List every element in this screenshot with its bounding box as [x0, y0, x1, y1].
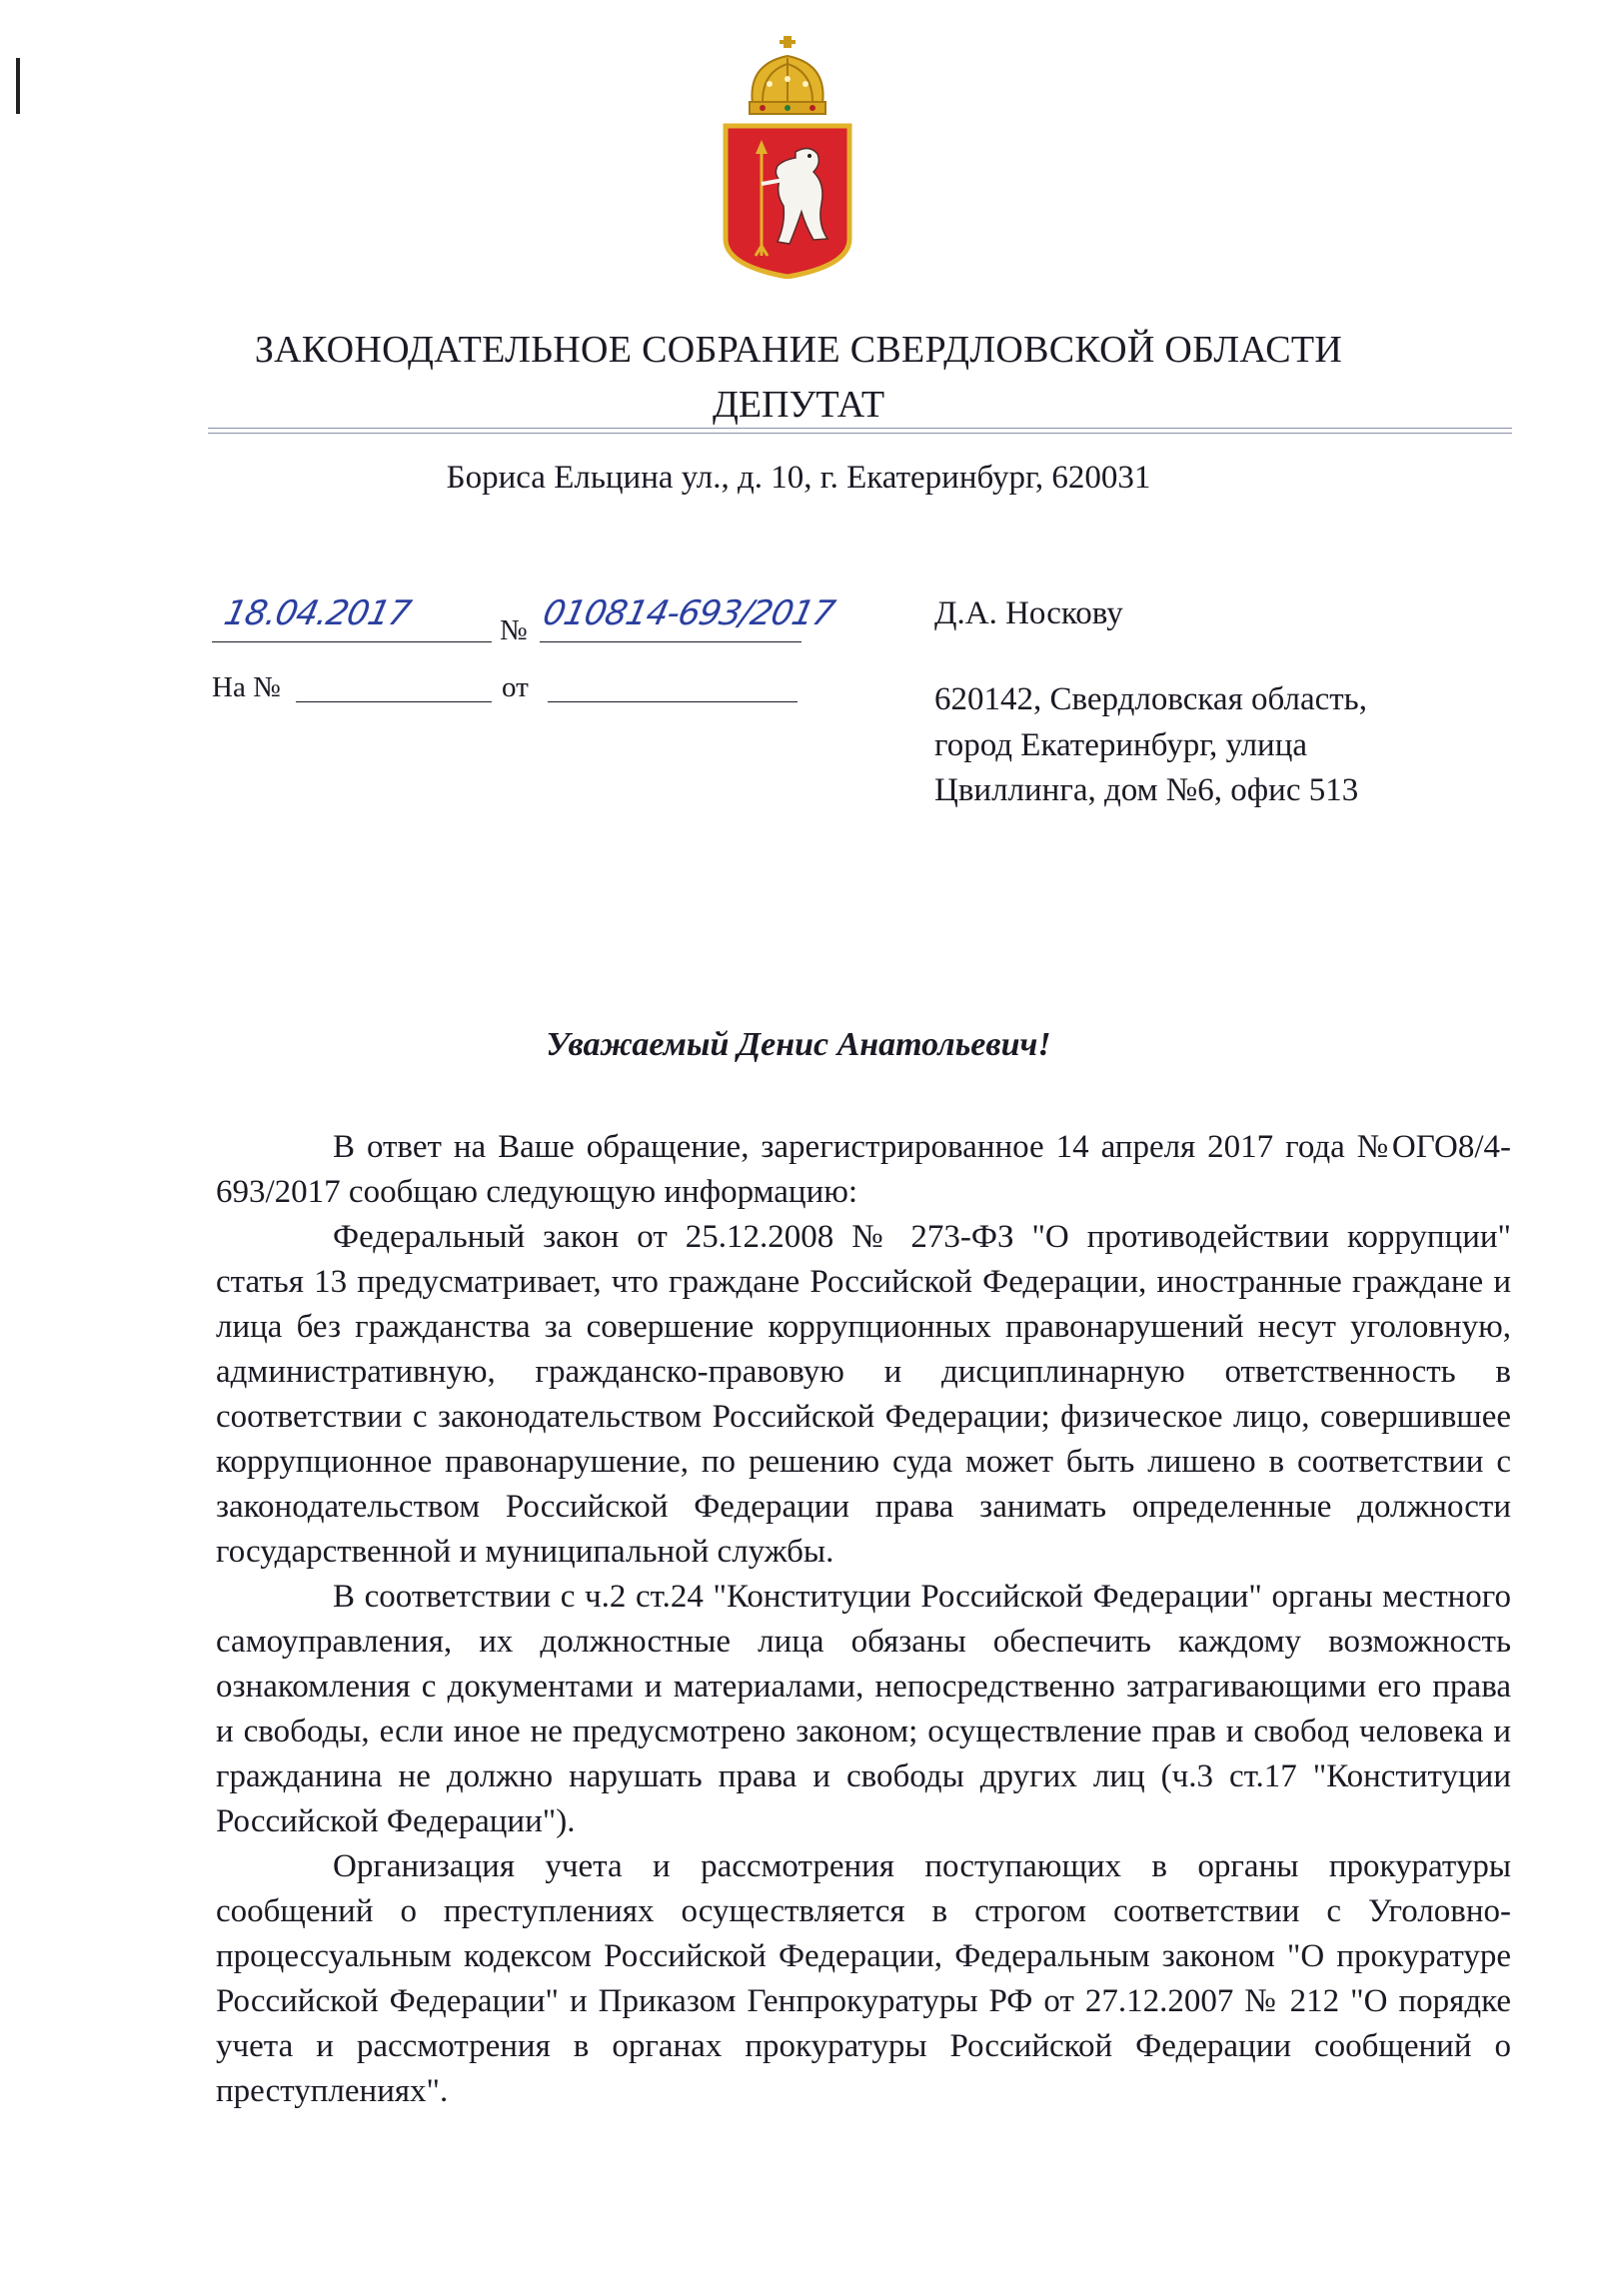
recipient-address-line-1: 620142, Свердловская область,	[934, 681, 1367, 717]
coat-of-arms-icon	[718, 34, 857, 279]
body-paragraph-2: Федеральный закон от 25.12.2008 № 273-ФЗ "О противодействии коррупции" статья 13 предусматривает, что граждане Российской Федерации, иностранные граждане и лица без гражданства за совершение коррупционных правонарушений несут уголовную, административную, гражданско-правовую и дисциплинарную ответственность в соответствии с законодательством Российской Федерации; физическое лицо, совершившее коррупционное правонарушение, по решению суда может быть лишено в соответствии с законодательством Российской Федерации права занимать определенные должности государственной и муниципальной службы.	[216, 1219, 1511, 1570]
scan-edge-mark	[16, 58, 20, 114]
recipient-address-line-2: город Екатеринбург, улица	[934, 727, 1308, 763]
sender-address: Бориса Ельцина ул., д. 10, г. Екатеринбург, 620031	[446, 460, 1151, 496]
letter-body	[216, 1125, 1511, 2114]
handwritten-number: 010814-693/2017	[539, 593, 838, 633]
from-label: от	[502, 671, 529, 703]
handwritten-date: 18.04.2017	[220, 593, 414, 633]
body-paragraph-3: В соответствии с ч.2 ст.24 "Конституции Российской Федерации" органы местного самоуправления, их должностные лица обязаны обеспечить каждому возможность ознакомления с документами и материалами, непосредственно затрагивающими его права и свободы, если иное не предусмотрено законом; осуществление прав и свобод человека и гражданина не должно нарушать права и свободы других лиц (ч.3 ст.17 "Конституции Российской Федерации").	[216, 1579, 1511, 1839]
recipient-address-line-3: Цвиллинга, дом №6, офис 513	[934, 772, 1359, 808]
body-paragraph-1: В ответ на Ваше обращение, зарегистрированное 14 апреля 2017 года №ОГО8/4-693/2017 сообщаю следующую информацию:	[216, 1129, 1511, 1210]
salutation: Уважаемый Денис Анатольевич!	[546, 1026, 1051, 1063]
organization-title: ЗАКОНОДАТЕЛЬНОЕ СОБРАНИЕ СВЕРДЛОВСКОЙ ОБЛАСТИ	[254, 329, 1343, 371]
date-underline	[212, 641, 492, 642]
recipient-name: Д.А. Носкову	[934, 595, 1123, 631]
header-divider	[208, 428, 1512, 434]
position-title: ДЕПУТАТ	[712, 384, 885, 426]
in-reply-underline	[296, 701, 492, 702]
number-label: №	[500, 614, 528, 646]
body-paragraph-4: Организация учета и рассмотрения поступающих в органы прокуратуры сообщений о преступлениях осуществляется в строгом соответствии с Уголовно-процессуальным кодексом Российской Федерации, Федеральным законом "О прокуратуре Российской Федерации" и Приказом Генпрокуратуры РФ от 27.12.2007 № 212 "О порядке учета и рассмотрения в органах прокуратуры Российской Федерации сообщений о преступлениях".	[216, 1848, 1511, 2109]
from-underline	[548, 701, 798, 702]
crown-icon	[750, 36, 825, 114]
in-reply-label: На №	[212, 671, 281, 703]
number-underline	[540, 641, 801, 642]
